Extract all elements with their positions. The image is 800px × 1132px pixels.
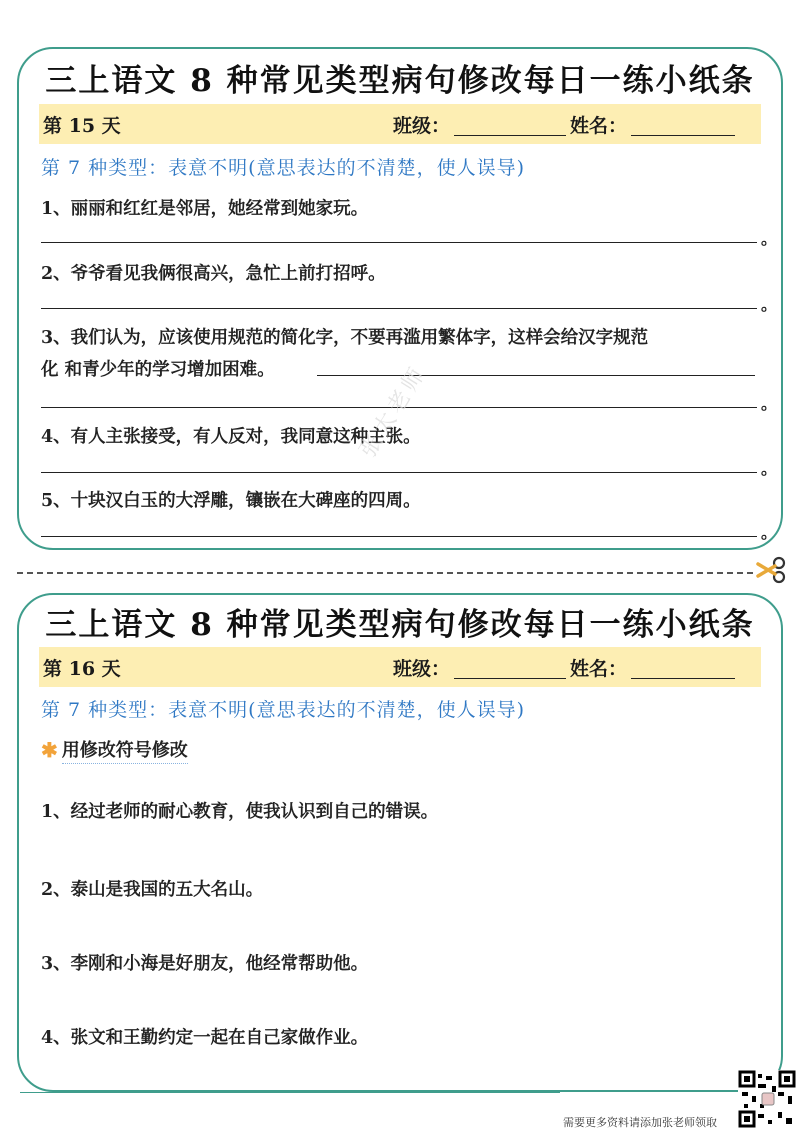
card-title: 三上语文 8 种常见类型病句修改每日一练小纸条: [45, 63, 755, 99]
worksheet-card-day-15: [17, 47, 783, 550]
worksheet-card-day-16: [17, 593, 783, 1092]
question-5: 5、十块汉白玉的大浮雕，镶嵌在大碑座的四周。: [41, 491, 421, 511]
answer-line-4[interactable]: [41, 472, 757, 473]
day-label: 第 15 天: [43, 114, 121, 137]
name-field: [570, 111, 739, 138]
question-4: 4、有人主张接受，有人反对，我同意这种主张。: [41, 427, 421, 447]
name-blank[interactable]: [631, 656, 735, 679]
question-1: 1、丽丽和红红是邻居，她经常到她家玩。: [41, 199, 369, 219]
period-mark: 。: [761, 394, 778, 413]
question-3: 3、李刚和小海是好朋友，他经常帮助他。: [41, 954, 369, 974]
day-label: 第 16 天: [43, 657, 121, 680]
class-blank[interactable]: [454, 113, 566, 136]
header-band: [39, 104, 761, 144]
question-2: 2、泰山是我国的五大名山。: [41, 880, 264, 900]
class-field: [393, 654, 570, 681]
footer-divider: [20, 1092, 560, 1093]
card-title: 三上语文 8 种常见类型病句修改每日一练小纸条: [45, 607, 755, 643]
name-label: 姓名：: [570, 114, 628, 137]
answer-line-3a[interactable]: [317, 375, 755, 376]
type-label: 第 7 种类型：表意不明(意思表达的不清楚，使人误导): [41, 699, 525, 721]
qr-code-icon: [738, 1070, 796, 1128]
period-mark: 。: [761, 523, 778, 542]
answer-line-1[interactable]: [41, 242, 757, 243]
name-blank[interactable]: [631, 113, 735, 136]
period-mark: 。: [761, 295, 778, 314]
question-2: 2、爷爷看见我俩很高兴，急忙上前打招呼。: [41, 264, 386, 284]
name-label: 姓名：: [570, 657, 628, 680]
watermark: 张太老师: [355, 360, 432, 463]
instruction: [41, 736, 188, 764]
cut-line: [17, 572, 753, 574]
class-label: 班级：: [393, 114, 451, 137]
question-3-continued: 化 和青少年的学习增加困难。: [41, 360, 275, 380]
type-label: 第 7 种类型：表意不明(意思表达的不清楚，使人误导): [41, 157, 525, 179]
class-blank[interactable]: [454, 656, 566, 679]
name-field: [570, 654, 739, 681]
period-mark: 。: [761, 459, 778, 478]
question-4: 4、张文和王勤约定一起在自己家做作业。: [41, 1028, 369, 1048]
instruction-text: 用修改符号修改: [62, 736, 188, 764]
class-field: [393, 111, 570, 138]
class-label: 班级：: [393, 657, 451, 680]
question-1: 1、经过老师的耐心教育，使我认识到自己的错误。: [41, 802, 439, 822]
question-3: 3、我们认为，应该使用规范的简化字，不要再滥用繁体字，这样会给汉字规范: [41, 328, 649, 348]
scissors-icon: [755, 556, 789, 584]
period-mark: 。: [761, 229, 778, 248]
header-band: [39, 647, 761, 687]
answer-line-2[interactable]: [41, 308, 757, 309]
footer-note: 需要更多资料请添加张老师领取: [563, 1116, 717, 1129]
answer-line-5[interactable]: [41, 536, 757, 537]
star-icon: ✱: [41, 738, 58, 762]
